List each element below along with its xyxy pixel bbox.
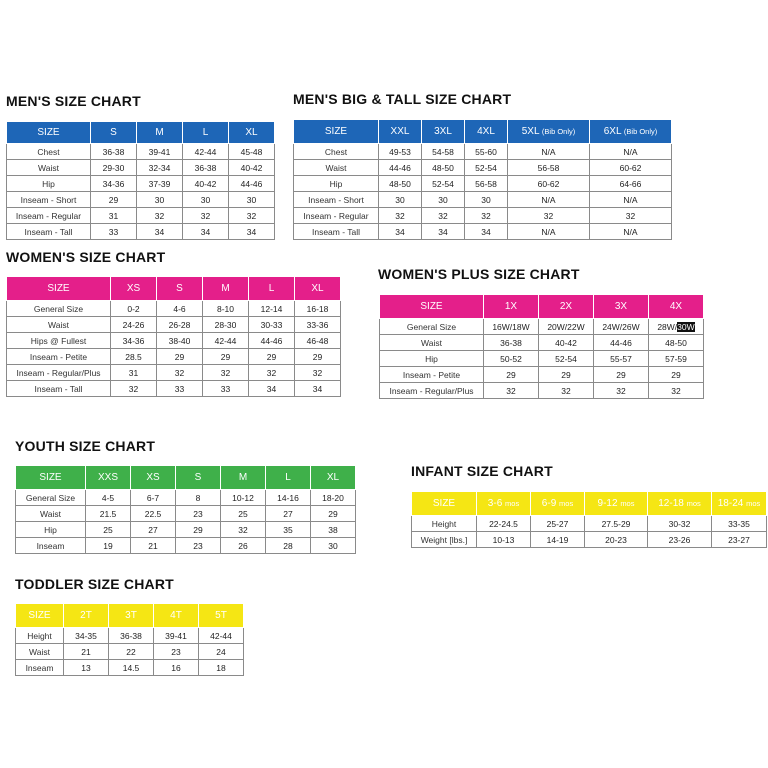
row-label: Inseam - Short: [294, 192, 379, 208]
header-cell: XL: [229, 122, 275, 144]
table-row: [380, 367, 704, 383]
table-cell: 25-27: [531, 516, 585, 532]
table-cell: 32: [157, 365, 203, 381]
table-cell: 55-60: [465, 144, 508, 160]
mens-size-table: [6, 121, 275, 240]
table-cell: 28: [266, 538, 311, 554]
header-note: (Bib Only): [623, 127, 658, 136]
table-cell: 32: [465, 208, 508, 224]
table-row: [294, 192, 672, 208]
table-cell: 29: [539, 367, 594, 383]
table-cell: 54-58: [422, 144, 465, 160]
table-row: [7, 365, 341, 381]
table-cell: 44-46: [379, 160, 422, 176]
row-label: Height: [412, 516, 477, 532]
table-row: [7, 144, 275, 160]
table-cell: 40-42: [229, 160, 275, 176]
table-header-row: [7, 122, 275, 144]
row-label: Hip: [294, 176, 379, 192]
table-cell: 30: [379, 192, 422, 208]
row-label: Weight [lbs.]: [412, 532, 477, 548]
table-cell: 32: [229, 208, 275, 224]
table-cell: 18-20: [311, 490, 356, 506]
youth-size-table: [15, 465, 356, 554]
table-cell: 34: [137, 224, 183, 240]
table-cell: 20W/22W: [539, 319, 594, 335]
table-cell: 25: [86, 522, 131, 538]
header-cell: S: [176, 466, 221, 490]
youth-chart-title: YOUTH SIZE CHART: [15, 438, 156, 454]
table-cell: 33: [91, 224, 137, 240]
table-cell: 34: [183, 224, 229, 240]
table-cell: 6-7: [131, 490, 176, 506]
table-cell: 32: [137, 208, 183, 224]
header-cell: S: [157, 277, 203, 301]
womens-plus-chart-title: WOMEN'S PLUS SIZE CHART: [378, 266, 580, 282]
table-cell: 34-36: [111, 333, 157, 349]
table-cell: 30: [229, 192, 275, 208]
table-row: [7, 160, 275, 176]
table-cell: 32-34: [137, 160, 183, 176]
header-cell: M: [137, 122, 183, 144]
table-cell: 42-44: [183, 144, 229, 160]
table-cell: 32: [249, 365, 295, 381]
row-label: Inseam: [16, 538, 86, 554]
table-cell: 27: [131, 522, 176, 538]
header-cell: XS: [131, 466, 176, 490]
table-cell: 8: [176, 490, 221, 506]
table-cell: 32: [203, 365, 249, 381]
table-cell: 32: [111, 381, 157, 397]
table-cell: 32: [594, 383, 649, 399]
table-cell: 20-23: [585, 532, 648, 548]
header-cell: [531, 492, 585, 516]
header-size: 5XL: [521, 126, 540, 137]
table-cell: 33-35: [712, 516, 767, 532]
table-header-row: [16, 466, 356, 490]
table-row: [412, 532, 767, 548]
table-cell: 31: [91, 208, 137, 224]
table-cell: 29: [594, 367, 649, 383]
header-size: 6-9: [541, 498, 557, 509]
table-cell: 29: [295, 349, 341, 365]
table-cell: 29: [311, 506, 356, 522]
highlighted-text: 30W: [677, 321, 695, 332]
table-cell: 22-24.5: [477, 516, 531, 532]
table-cell: 40-42: [539, 335, 594, 351]
table-cell: 34: [465, 224, 508, 240]
table-cell: 16-18: [295, 301, 341, 317]
header-cell: SIZE: [7, 277, 111, 301]
table-cell: 32: [539, 383, 594, 399]
header-cell: M: [203, 277, 249, 301]
table-row: [16, 490, 356, 506]
table-cell: 29: [249, 349, 295, 365]
header-cell: S: [91, 122, 137, 144]
table-cell: 14.5: [109, 660, 154, 676]
header-unit: mos: [505, 499, 520, 508]
header-cell: SIZE: [380, 295, 484, 319]
row-label: Hip: [7, 176, 91, 192]
table-cell: 34-36: [91, 176, 137, 192]
table-cell: 24: [199, 644, 244, 660]
header-unit: mos: [746, 499, 761, 508]
table-cell: 34-35: [64, 628, 109, 644]
table-cell: 13: [64, 660, 109, 676]
table-cell: N/A: [508, 144, 590, 160]
row-label: Inseam - Tall: [7, 381, 111, 397]
table-cell: 33: [203, 381, 249, 397]
header-cell: XXS: [86, 466, 131, 490]
table-cell: 22.5: [131, 506, 176, 522]
table-cell: 16: [154, 660, 199, 676]
table-cell: 32: [295, 365, 341, 381]
table-cell: 50-52: [484, 351, 539, 367]
row-label: Waist: [7, 160, 91, 176]
row-label: Hips @ Fullest: [7, 333, 111, 349]
row-label: Inseam - Tall: [7, 224, 91, 240]
header-cell: [712, 492, 767, 516]
header-cell: XXL: [379, 120, 422, 144]
table-cell: 44-46: [594, 335, 649, 351]
table-cell: 0-2: [111, 301, 157, 317]
header-cell: XL: [311, 466, 356, 490]
table-cell: 29: [203, 349, 249, 365]
table-cell: N/A: [590, 224, 672, 240]
table-row: [294, 224, 672, 240]
header-size: 3-6: [487, 498, 503, 509]
table-cell: 26-28: [157, 317, 203, 333]
table-cell: 36-38: [484, 335, 539, 351]
header-cell: [590, 120, 672, 144]
table-cell: 49-53: [379, 144, 422, 160]
header-cell: 4XL: [465, 120, 508, 144]
table-cell: 21.5: [86, 506, 131, 522]
table-header-row: [294, 120, 672, 144]
mens-chart-title: MEN'S SIZE CHART: [6, 93, 141, 109]
table-cell: 26: [221, 538, 266, 554]
table-cell: 12-14: [249, 301, 295, 317]
row-label: General Size: [16, 490, 86, 506]
table-cell: 21: [64, 644, 109, 660]
table-row: [16, 506, 356, 522]
table-cell: 44-46: [229, 176, 275, 192]
table-cell: 33-36: [295, 317, 341, 333]
header-size: 9-12: [597, 498, 618, 509]
table-cell: 34: [295, 381, 341, 397]
table-cell: 32: [649, 383, 704, 399]
header-unit: mos: [686, 499, 701, 508]
table-cell: 38-40: [157, 333, 203, 349]
table-cell: 27.5-29: [585, 516, 648, 532]
table-header-row: [412, 492, 767, 516]
table-cell: 18: [199, 660, 244, 676]
womens-plus-size-table: [379, 294, 704, 399]
table-cell: 29: [157, 349, 203, 365]
table-row: [16, 660, 244, 676]
table-row: [7, 317, 341, 333]
table-cell: 56-58: [465, 176, 508, 192]
table-cell: 39-41: [137, 144, 183, 160]
row-label: Chest: [294, 144, 379, 160]
table-cell: 36-38: [183, 160, 229, 176]
table-cell: 4-5: [86, 490, 131, 506]
table-cell: 29: [91, 192, 137, 208]
header-cell: 3XL: [422, 120, 465, 144]
table-cell: 30-33: [249, 317, 295, 333]
table-row: [380, 335, 704, 351]
table-cell: 34: [379, 224, 422, 240]
header-cell: 1X: [484, 295, 539, 319]
row-label: Inseam - Petite: [7, 349, 111, 365]
table-header-row: [16, 604, 244, 628]
table-cell: 30: [137, 192, 183, 208]
table-cell: 27: [266, 506, 311, 522]
header-size: 12-18: [658, 498, 684, 509]
table-cell: 56-58: [508, 160, 590, 176]
table-cell: 29: [176, 522, 221, 538]
table-row: [412, 516, 767, 532]
row-label: Chest: [7, 144, 91, 160]
table-row: [380, 383, 704, 399]
infant-size-table: [411, 491, 767, 548]
header-cell: [648, 492, 712, 516]
row-label: Inseam - Tall: [294, 224, 379, 240]
table-row: [294, 160, 672, 176]
table-row: [16, 628, 244, 644]
table-cell: 39-41: [154, 628, 199, 644]
table-row: [294, 176, 672, 192]
header-cell: 2X: [539, 295, 594, 319]
row-label: Waist: [380, 335, 484, 351]
row-label: Inseam - Short: [7, 192, 91, 208]
row-label: Hip: [380, 351, 484, 367]
row-label: Waist: [294, 160, 379, 176]
table-cell: 25: [221, 506, 266, 522]
table-cell: 31: [111, 365, 157, 381]
header-unit: mos: [620, 499, 635, 508]
header-note: (Bib Only): [541, 127, 576, 136]
table-cell: 10-12: [221, 490, 266, 506]
table-cell: 34: [229, 224, 275, 240]
table-row: [380, 351, 704, 367]
header-cell: XL: [295, 277, 341, 301]
toddler-size-table: [15, 603, 244, 676]
table-cell: 42-44: [203, 333, 249, 349]
table-cell: N/A: [590, 192, 672, 208]
table-cell: 22: [109, 644, 154, 660]
row-label: Inseam - Regular/Plus: [380, 383, 484, 399]
table-cell: 34: [249, 381, 295, 397]
row-label: Inseam - Regular: [7, 208, 91, 224]
table-cell: 23: [154, 644, 199, 660]
header-size: 6XL: [603, 126, 622, 137]
table-cell: 19: [86, 538, 131, 554]
table-cell: 30: [311, 538, 356, 554]
table-cell: 32: [484, 383, 539, 399]
table-row: [16, 522, 356, 538]
header-cell: 3T: [109, 604, 154, 628]
table-cell: 30-32: [648, 516, 712, 532]
table-row: [7, 349, 341, 365]
table-cell: 14-16: [266, 490, 311, 506]
header-cell: SIZE: [7, 122, 91, 144]
table-row: [16, 644, 244, 660]
toddler-chart-title: TODDLER SIZE CHART: [15, 576, 174, 592]
row-label: Inseam: [16, 660, 64, 676]
header-cell: [477, 492, 531, 516]
table-cell: 64-66: [590, 176, 672, 192]
table-cell: 35: [266, 522, 311, 538]
table-cell: 42-44: [199, 628, 244, 644]
table-cell: 21: [131, 538, 176, 554]
row-label: Height: [16, 628, 64, 644]
table-cell: 45-48: [229, 144, 275, 160]
header-cell: 2T: [64, 604, 109, 628]
womens-size-table: [6, 276, 341, 397]
table-cell: 10-13: [477, 532, 531, 548]
table-cell: 48-50: [379, 176, 422, 192]
table-cell: 23-26: [648, 532, 712, 548]
table-cell: 52-54: [465, 160, 508, 176]
header-cell: [585, 492, 648, 516]
table-cell: 52-54: [422, 176, 465, 192]
table-cell: 23: [176, 538, 221, 554]
header-unit: mos: [559, 499, 574, 508]
table-cell: 60-62: [508, 176, 590, 192]
table-cell: 30: [465, 192, 508, 208]
table-cell: 8-10: [203, 301, 249, 317]
table-row: [380, 319, 704, 335]
row-label: Hip: [16, 522, 86, 538]
infant-chart-title: INFANT SIZE CHART: [411, 463, 553, 479]
table-cell: 60-62: [590, 160, 672, 176]
table-cell: 24W/26W: [594, 319, 649, 335]
header-cell: L: [249, 277, 295, 301]
table-cell: 4-6: [157, 301, 203, 317]
table-cell: 24-26: [111, 317, 157, 333]
table-cell: 32: [590, 208, 672, 224]
row-label: Waist: [7, 317, 111, 333]
table-cell: 48-50: [649, 335, 704, 351]
table-cell: 48-50: [422, 160, 465, 176]
table-cell: 57-59: [649, 351, 704, 367]
big-tall-chart-title: MEN'S BIG & TALL SIZE CHART: [293, 91, 512, 107]
table-cell: 29: [649, 367, 704, 383]
table-cell: 30: [422, 192, 465, 208]
row-label: Inseam - Petite: [380, 367, 484, 383]
table-cell: N/A: [590, 144, 672, 160]
table-cell: 32: [508, 208, 590, 224]
header-cell: SIZE: [294, 120, 379, 144]
row-label: General Size: [7, 301, 111, 317]
header-cell: [508, 120, 590, 144]
table-row: [16, 538, 356, 554]
table-cell: 32: [221, 522, 266, 538]
table-cell: 40-42: [183, 176, 229, 192]
header-cell: SIZE: [412, 492, 477, 516]
header-cell: 5T: [199, 604, 244, 628]
table-cell: 32: [183, 208, 229, 224]
table-row: [7, 333, 341, 349]
table-row: [294, 208, 672, 224]
header-cell: 4T: [154, 604, 199, 628]
row-label: Waist: [16, 506, 86, 522]
table-header-row: [7, 277, 341, 301]
table-cell: 28.5: [111, 349, 157, 365]
header-size: 18-24: [717, 498, 744, 509]
table-cell: 16W/18W: [484, 319, 539, 335]
table-cell: 29-30: [91, 160, 137, 176]
table-cell: 32: [379, 208, 422, 224]
table-cell: 32: [422, 208, 465, 224]
table-row: [7, 192, 275, 208]
table-cell: 44-46: [249, 333, 295, 349]
table-cell: N/A: [508, 192, 590, 208]
row-label: Inseam - Regular/Plus: [7, 365, 111, 381]
table-row: [294, 144, 672, 160]
cell-text: 28W/: [657, 321, 678, 332]
table-cell: 55-57: [594, 351, 649, 367]
row-label: Waist: [16, 644, 64, 660]
table-cell: 28-30: [203, 317, 249, 333]
big-tall-size-table: [293, 119, 672, 240]
row-label: General Size: [380, 319, 484, 335]
table-cell: 37-39: [137, 176, 183, 192]
table-cell: 36-38: [109, 628, 154, 644]
table-row: [7, 224, 275, 240]
table-cell: 23: [176, 506, 221, 522]
table-row: [7, 301, 341, 317]
header-cell: SIZE: [16, 604, 64, 628]
table-cell: 46-48: [295, 333, 341, 349]
header-cell: 4X: [649, 295, 704, 319]
header-cell: L: [266, 466, 311, 490]
table-cell: 33: [157, 381, 203, 397]
table-row: [7, 176, 275, 192]
header-cell: L: [183, 122, 229, 144]
womens-chart-title: WOMEN'S SIZE CHART: [6, 249, 166, 265]
header-cell: 3X: [594, 295, 649, 319]
header-cell: SIZE: [16, 466, 86, 490]
table-cell: 38: [311, 522, 356, 538]
table-cell: 34: [422, 224, 465, 240]
table-cell: 36-38: [91, 144, 137, 160]
table-cell: 14-19: [531, 532, 585, 548]
table-row: [7, 381, 341, 397]
table-cell: 52-54: [539, 351, 594, 367]
table-cell: 30: [183, 192, 229, 208]
table-cell: [649, 319, 704, 335]
table-row: [7, 208, 275, 224]
row-label: Inseam - Regular: [294, 208, 379, 224]
table-cell: 23-27: [712, 532, 767, 548]
table-cell: N/A: [508, 224, 590, 240]
header-cell: XS: [111, 277, 157, 301]
table-cell: 29: [484, 367, 539, 383]
table-header-row: [380, 295, 704, 319]
header-cell: M: [221, 466, 266, 490]
